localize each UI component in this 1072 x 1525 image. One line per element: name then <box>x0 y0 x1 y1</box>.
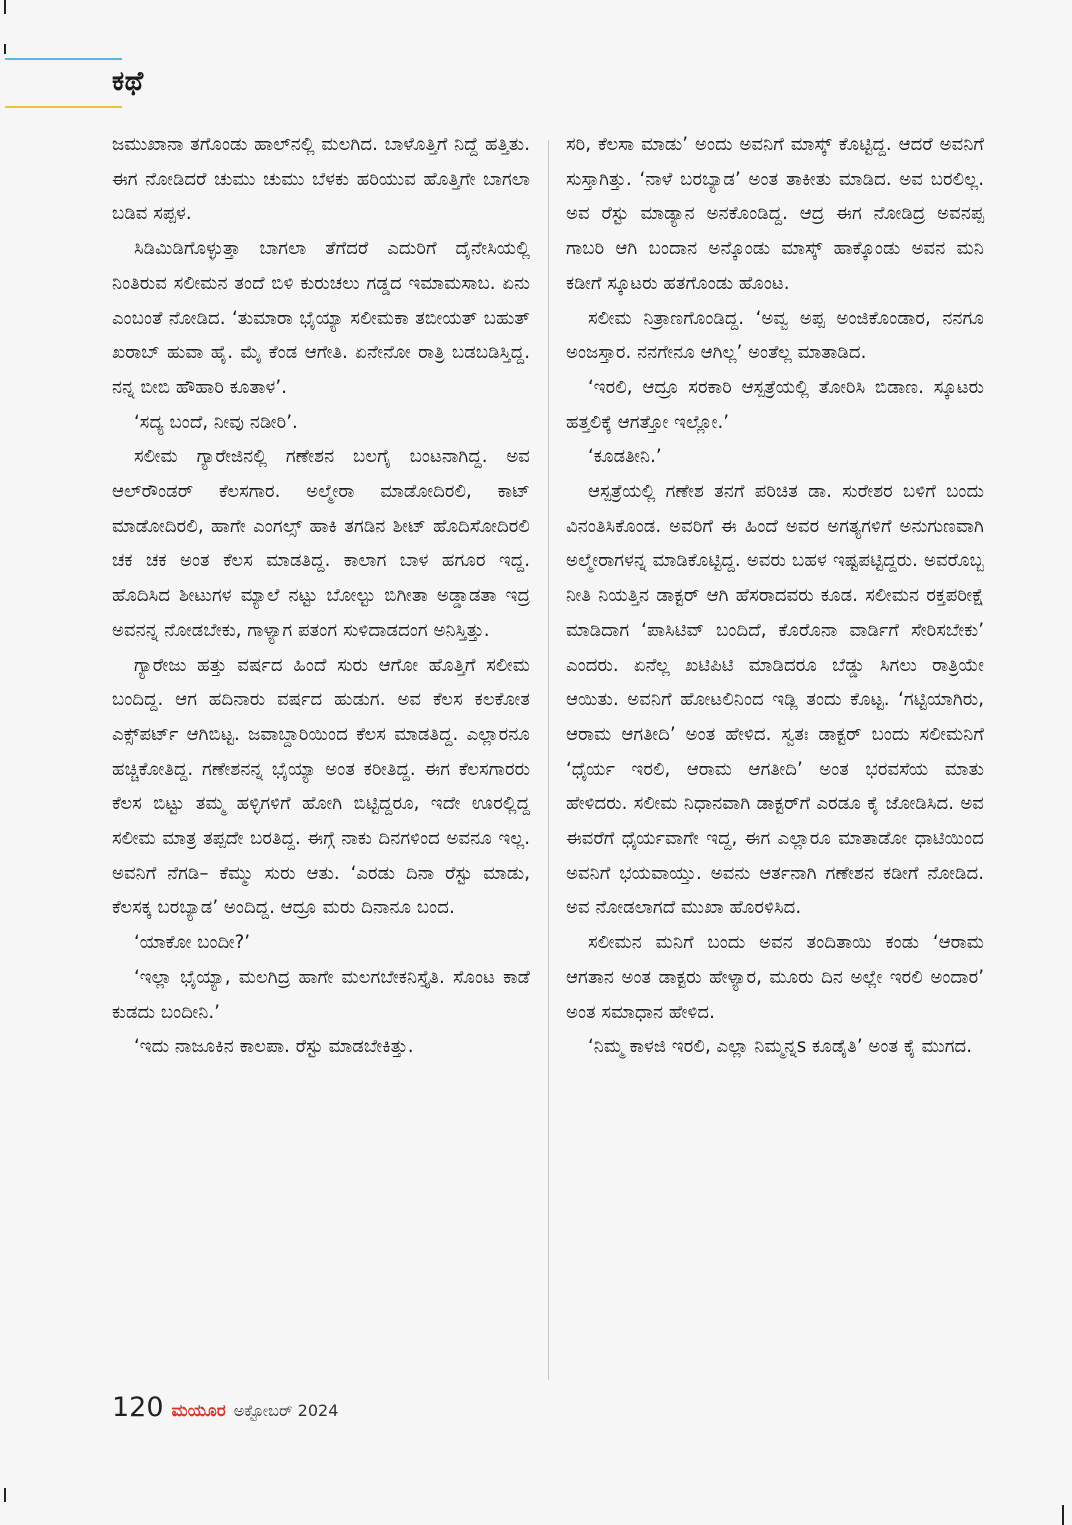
crop-mark-left-lower <box>4 1488 6 1502</box>
paragraph: ಸಿಡಿಮಿಡಿಗೊಳ್ಳುತ್ತಾ ಬಾಗಲಾ ತೆಗೆದರೆ ಎದುರಿಗೆ ದೈನೇಸಿಯಲ್ಲಿ ನಿಂತಿರುವ ಸಲೀಮನ ತಂದೆ ಬಿಳಿ ಕುರುಚಲು ಗಡ್ಡದ ಇಮಾಮಸಾಬ. ಏನು ಎಂಬಂತೆ ನೋಡಿದ. ‘ತುಮಾರಾ ಭೈಯ್ಯಾ ಸಲೀಮಕಾ ತಬೀಯತ್ ಬಹುತ್ ಖರಾಬ್ ಹುವಾ ಹೈ. ಮೈ ಕೆಂಡ ಆಗೇತಿ. ಏನೇನೋ ರಾತ್ರಿ ಬಡಬಡಿಸ್ತಿದ್ದ. ನನ್ನ ಬೀಬಿ ಹೌಹಾರಿ ಕೂತಾಳ’. <box>112 238 530 398</box>
paragraph: ‘ಯಾಕೋ ಬಂದೀ?’ <box>134 932 251 954</box>
paragraph: ಸಲೀಮ ಗ್ಯಾರೇಜಿನಲ್ಲಿ ಗಣೇಶನ ಬಲಗೈ ಬಂಟನಾಗಿದ್ದ. ಅವ ಆಲ್‌ರೌಂಡರ್ ಕೆಲಸಗಾರ. ಅಲ್ಮೇರಾ ಮಾಡೋದಿರಲಿ, ಕಾಟ್ ಮಾಡೋದಿರಲಿ, ಹಾಗೇ ಎಂಗಲ್ಸ್ ಹಾಕಿ ತಗಡಿನ ಶೀಟ್ ಹೊದಿಸೋದಿರಲಿ ಚಕ ಚಕ ಅಂತ ಕೆಲಸ ಮಾಡತಿದ್ದ. ಕಾಲಾಗ ಬಾಳ ಹಗೂರ ಇದ್ದ. ಹೊದಿಸಿದ ಶೀಟುಗಳ ಮ್ಯಾಲೆ ನಟ್ಟು ಬೋಲ್ಟು ಬಿಗೀತಾ ಅಡ್ಡಾಡತಾ ಇದ್ರ ಅವನನ್ನ ನೋಡಬೇಕು, ಗಾಳ್ಯಾಗ ಪತಂಗ ಸುಳಿದಾಡದಂಗ ಅನಿಸ್ತಿತ್ತು. <box>112 446 530 641</box>
paragraph: ಗ್ಯಾರೇಜು ಹತ್ತು ವರ್ಷದ ಹಿಂದೆ ಸುರು ಆಗೋ ಹೊತ್ತಿಗೆ ಸಲೀಮ ಬಂದಿದ್ದ. ಆಗ ಹದಿನಾರು ವರ್ಷದ ಹುಡುಗ. ಅವ ಕೆಲಸ ಕಲಕೋತ ಎಕ್ಸ್‌ಪರ್ಟ್ ಆಗಿಬಿಟ್ಟ. ಜವಾಬ್ದಾರಿಯಿಂದ ಕೆಲಸ ಮಾಡತಿದ್ದ. ಎಲ್ಲಾರನೂ ಹಚ್ಚಿಕೋತಿದ್ದ. ಗಣೇಶನನ್ನ ಭೈಯ್ಯಾ ಅಂತ ಕರೀತಿದ್ದ. ಈಗ ಕೆಲಸಗಾರರು ಕೆಲಸ ಬಿಟ್ಟು ತಮ್ಮ ಹಳ್ಳಿಗಳಿಗೆ ಹೋಗಿ ಬಿಟ್ಟಿದ್ದರೂ, ಇದೇ ಊರಲ್ಲಿದ್ದ ಸಲೀಮ ಮಾತ್ರ ತಪ್ಪದೇ ಬರತಿದ್ದ. ಈಗ್ಗೆ ನಾಕು ದಿನಗಳಿಂದ ಅವನೂ ಇಲ್ಲ. ಅವನಿಗೆ ನೆಗಡಿ– ಕೆಮ್ಮು ಸುರು ಆತು. ‘ಎರಡು ದಿನಾ ರೆಸ್ಟು ಮಾಡು, ಕೆಲಸಕ್ಕ ಬರಬ್ಯಾಡ’ ಅಂದಿದ್ದ. ಆದ್ರೂ ಮರು ದಿನಾನೂ ಬಂದ. <box>112 654 530 919</box>
paragraph: ‘ಸದ್ಯ ಬಂದೆ, ನೀವು ನಡೀರಿ’. <box>134 411 298 433</box>
right-column <box>566 128 984 1065</box>
section-label: ಕಥೆ <box>112 66 144 97</box>
paragraph: ಆಸ್ಪತ್ರೆಯಲ್ಲಿ ಗಣೇಶ ತನಗೆ ಪರಿಚಿತ ಡಾ. ಸುರೇಶರ ಬಳಿಗೆ ಬಂದು ವಿನಂತಿಸಿಕೊಂಡ. ಅವರಿಗೆ ಈ ಹಿಂದೆ ಅವರ ಅಗತ್ಯಗಳಿಗೆ ಅನುಗುಣವಾಗಿ ಅಲ್ಮೇರಾಗಳನ್ನ ಮಾಡಿಕೊಟ್ಟಿದ್ದ. ಅವರು ಬಹಳ ಇಷ್ಟಪಟ್ಟಿದ್ದರು. ಅವರೊಬ್ಬ ನೀತಿ ನಿಯತ್ತಿನ ಡಾಕ್ಟರ್ ಆಗಿ ಹೆಸರಾದವರು ಕೂಡ. ಸಲೀಮನ ರಕ್ತಪರೀಕ್ಷೆ ಮಾಡಿದಾಗ ‘ಪಾಸಿಟಿವ್ ಬಂದಿದೆ, ಕೊರೊನಾ ವಾರ್ಡಿಗೆ ಸೇರಿಸಬೇಕು’ ಎಂದರು. ಏನೆಲ್ಲ ಖಟಿಪಿಟಿ ಮಾಡಿದರೂ ಬೆಡ್ಡು ಸಿಗಲು ರಾತ್ರಿಯೇ ಆಯಿತು. ಅವನಿಗೆ ಹೋಟಲಿನಿಂದ ಇಡ್ಲಿ ತಂದು ಕೊಟ್ಟ. ‘ಗಟ್ಟಿಯಾಗಿರು, ಆರಾಮ ಆಗತೀದಿ’ ಅಂತ ಹೇಳಿದ. ಸ್ವತಃ ಡಾಕ್ಟರ್ ಬಂದು ಸಲೀಮನಿಗೆ ‘ಧೈರ್ಯ ಇರಲಿ, ಆರಾಮ ಆಗತೀದಿ’ ಅಂತ ಭರವಸೆಯ ಮಾತು ಹೇಳಿದರು. ಸಲೀಮ ನಿಧಾನವಾಗಿ ಡಾಕ್ಟರ್‌ಗೆ ಎರಡೂ ಕೈ ಜೋಡಿಸಿದ. ಅವ ಈವರೆಗೆ ಧೈರ್ಯವಾಗೇ ಇದ್ದ, ಈಗ ಎಲ್ಲಾರೂ ಮಾತಾಡೋ ಧಾಟಿಯಿಂದ ಅವನಿಗೆ ಭಯವಾಯ್ತು. ಅವನು ಆರ್ತನಾಗಿ ಗಣೇಶನ ಕಡೀಗೆ ನೋಡಿದ. ಅವ ನೋಡಲಾಗದೆ ಮುಖಾ ಹೊರಳಿಸಿದ. <box>566 481 984 919</box>
paragraph: ‘ಇದು ನಾಜೂಕಿನ ಕಾಲಪಾ. ರೆಸ್ಟು ಮಾಡಬೇಕಿತ್ತು. <box>134 1036 414 1058</box>
header-rule-yellow <box>5 106 122 108</box>
paragraph: ಸಲೀಮ ನಿತ್ರಾಣಗೊಂಡಿದ್ದ. ‘ಅವ್ವ ಅಪ್ಪ ಅಂಜಿಕೊಂಡಾರ, ನನಗೂ ಅಂಜಸ್ತಾರ. ನನಗೇನೂ ಆಗಿಲ್ಲ’ ಅಂತೆಲ್ಲ ಮಾತಾಡಿದ. <box>566 307 984 364</box>
paragraph: ‘ನಿಮ್ಮ ಕಾಳಜಿ ಇರಲಿ, ಎಲ್ಲಾ ನಿಮ್ಮನ್ನs ಕೂಡೈತಿ’ ಅಂತ ಕೈ ಮುಗದ. <box>588 1036 973 1058</box>
page-footer <box>112 1392 338 1432</box>
page-number: 120 <box>112 1392 164 1423</box>
paragraph: ‘ಇರಲಿ, ಆದ್ರೂ ಸರಕಾರಿ ಆಸ್ಪತ್ರೆಯಲ್ಲಿ ತೋರಿಸಿ ಬಿಡಾಣ. ಸ್ಕೂಟರು ಹತ್ತಲಿಕ್ಕೆ ಆಗತ್ತೋ ಇಲ್ಲೋ.’ <box>566 376 984 433</box>
paragraph: ‘ಇಲ್ಲಾ ಭೈಯ್ಯಾ, ಮಲಗಿದ್ರ ಹಾಗೇ ಮಲಗಬೇಕನಿಸ್ತೈತಿ. ಸೊಂಟ ಕಾಡೆ ಕುಡದು ಬಂದೀನಿ.’ <box>112 966 530 1023</box>
crop-mark-top-left <box>4 0 6 14</box>
magazine-logo: ಮಯೂರ <box>171 1401 226 1421</box>
paragraph: ‘ಕೂಡತೀನಿ.’ <box>588 446 662 468</box>
paragraph: ಜಮುಖಾನಾ ತಗೊಂಡು ಹಾಲ್‌ನಲ್ಲಿ ಮಲಗಿದ. ಬಾಳೊತ್ತಿಗೆ ನಿದ್ದೆ ಹತ್ತಿತು. ಈಗ ನೋಡಿದರೆ ಚುಮು ಚುಮು ಬೆಳಕು ಹರಿಯುವ ಹೊತ್ತಿಗೇ ಬಾಗಲಾ ಬಡಿವ ಸಪ್ಪಳ. <box>112 134 530 225</box>
header-rule-blue <box>5 58 122 60</box>
left-column <box>112 128 530 1065</box>
crop-mark-left-upper <box>4 44 6 54</box>
paragraph: ಸರಿ, ಕೆಲಸಾ ಮಾಡು’ ಅಂದು ಅವನಿಗೆ ಮಾಸ್ಕ್ ಕೊಟ್ಟಿದ್ದ. ಆದರೆ ಅವನಿಗೆ ಸುಸ್ತಾಗಿತ್ತು. ‘ನಾಳೆ ಬರಬ್ಯಾಡ’ ಅಂತ ತಾಕೀತು ಮಾಡಿದ. ಅವ ಬರಲಿಲ್ಲ. ಅವ ರೆಸ್ಟು ಮಾಡ್ಯಾನ ಅನಕೊಂಡಿದ್ದ. ಆದ್ರ ಈಗ ನೋಡಿದ್ರ ಅವನಪ್ಪ ಗಾಬರಿ ಆಗಿ ಬಂದಾನ ಅನ್ಕೊಂಡು ಮಾಸ್ಕ್ ಹಾಕ್ಕೊಂಡು ಅವನ ಮನಿ ಕಡೀಗೆ ಸ್ಕೂಟರು ಹತಗೊಂಡು ಹೊಂಟ. <box>566 134 984 294</box>
crop-mark-bottom-right <box>1062 1505 1064 1525</box>
issue-date: ಅಕ್ಟೋಬರ್ 2024 <box>233 1401 339 1420</box>
paragraph: ಸಲೀಮನ ಮನಿಗೆ ಬಂದು ಅವನ ತಂದಿತಾಯಿ ಕಂಡು ‘ಆರಾಮ ಆಗತಾನ ಅಂತ ಡಾಕ್ಟರು ಹೇಳ್ಯಾರ, ಮೂರು ದಿನ ಅಲ್ಲೇ ಇರಲಿ ಅಂದಾರ’ ಅಂತ ಸಮಾಧಾನ ಹೇಳಿದ. <box>566 932 984 1023</box>
column-divider <box>548 140 549 1380</box>
